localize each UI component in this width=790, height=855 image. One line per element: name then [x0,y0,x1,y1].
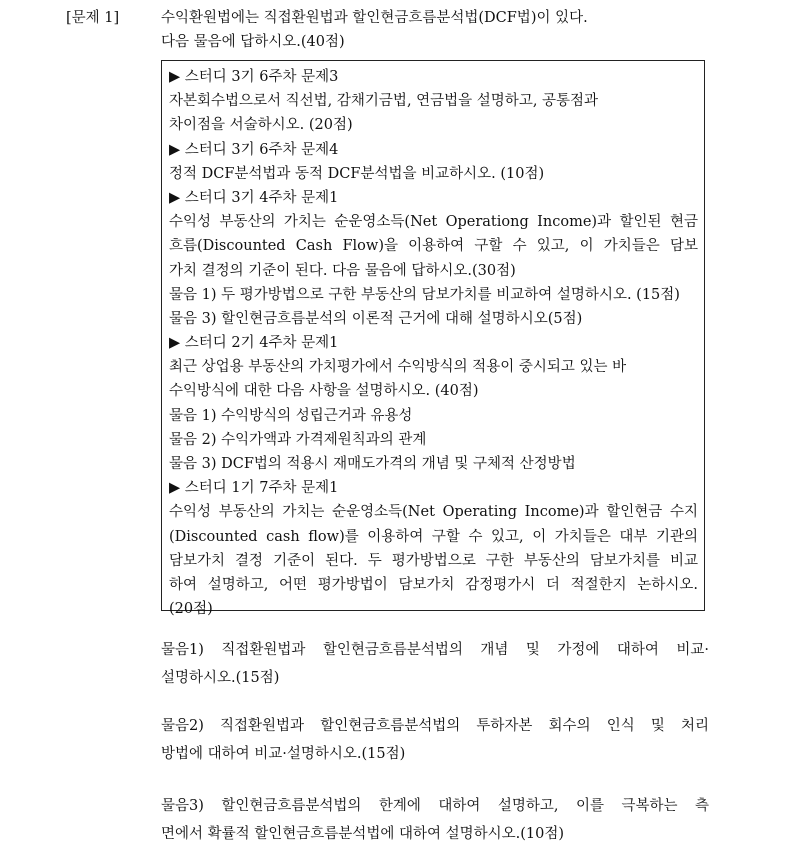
question-2 [161,712,709,768]
study-heading: ▶ 스터디 1기 7주차 문제1 [169,480,339,497]
box-line: 물음 2) 수익가액과 가격제원칙과의 관계 [169,431,427,448]
intro-line: 수익환원법에는 직접환원법과 할인현금흐름분석법(DCF법)이 있다. [161,10,588,26]
box-line: 수익방식에 대한 다음 사항을 설명하시오. (40점) [169,383,479,400]
box-line: 차이점을 서술하시오. (20점) [169,117,353,134]
box-line: 하여 설명하고, 어떤 평가방법이 담보가치 감정평가시 더 적절한지 논하시오. [169,576,698,593]
question-line: 면에서 확률적 할인현금흐름분석법에 대하여 설명하시오.(10점) [161,826,564,842]
question-line: 방법에 대하여 비교·설명하시오.(15점) [161,746,406,762]
box-line: 물음 1) 수익방식의 성립근거과 유용성 [169,407,413,424]
box-line: 최근 상업용 부동산의 가치평가에서 수익방식의 적용이 중시되고 있는 바 [169,359,627,376]
box-line: (Discounted cash flow)를 이용하여 구할 수 있고, 이 가치들은 대부 기관의 [169,528,698,545]
question-line: 물음3) 할인현금흐름분석법의 한계에 대하여 설명하고, 이를 극복하는 측 [161,798,709,814]
study-heading: ▶ 스터디 3기 6주차 문제3 [169,69,339,85]
box-line: (20점) [169,601,213,618]
intro-line: 다음 물음에 답하시오.(40점) [161,34,345,50]
box-line: 흐름(Discounted Cash Flow)을 이용하여 구할 수 있고, 이 가치들은 담보 [169,238,698,255]
problem-intro [161,6,588,54]
box-line: 수익성 부동산의 가치는 순운영소득(Net Operating Income)과 할인현금 수지 [169,504,698,521]
question-1 [161,636,709,692]
study-heading: ▶ 스터디 3기 6주차 문제4 [169,141,339,158]
box-line: 가치 결정의 기준이 된다. 다음 물음에 답하시오.(30점) [169,262,516,279]
box-line: 담보가치 결정 기준이 된다. 두 평가방법으로 구한 부동산의 담보가치를 비교 [169,552,698,569]
box-line: 정적 DCF분석법과 동적 DCF분석법을 비교하시오. (10점) [169,165,545,182]
box-line: 물음 1) 두 평가방법으로 구한 부동산의 담보가치를 비교하여 설명하시오. (15점) [169,286,680,303]
study-reference-box [161,60,705,618]
box-line: 자본회수법으로서 직선법, 감채기금법, 연금법을 설명하고, 공통점과 [169,93,599,110]
question-3 [161,792,709,848]
question-line: 물음1) 직접환원법과 할인현금흐름분석법의 개념 및 가정에 대하여 비교· [161,642,709,658]
box-line: 물음 3) DCF법의 적용시 재매도가격의 개념 및 구체적 산정방법 [169,456,576,472]
question-line: 설명하시오.(15점) [161,670,280,686]
problem-label: [문제 1] [66,10,120,26]
study-heading: ▶ 스터디 2기 4주차 문제1 [169,335,339,352]
box-line: 물음 3) 할인현금흐름분석의 이론적 근거에 대해 설명하시오(5점) [169,310,583,327]
question-line: 물음2) 직접환원법과 할인현금흐름분석법의 투하자본 회수의 인식 및 처리 [161,718,709,734]
study-heading: ▶ 스터디 3기 4주차 문제1 [169,189,339,206]
box-line: 수익성 부동산의 가치는 순운영소득(Net Operationg Income)과 할인된 현금 [169,214,698,231]
